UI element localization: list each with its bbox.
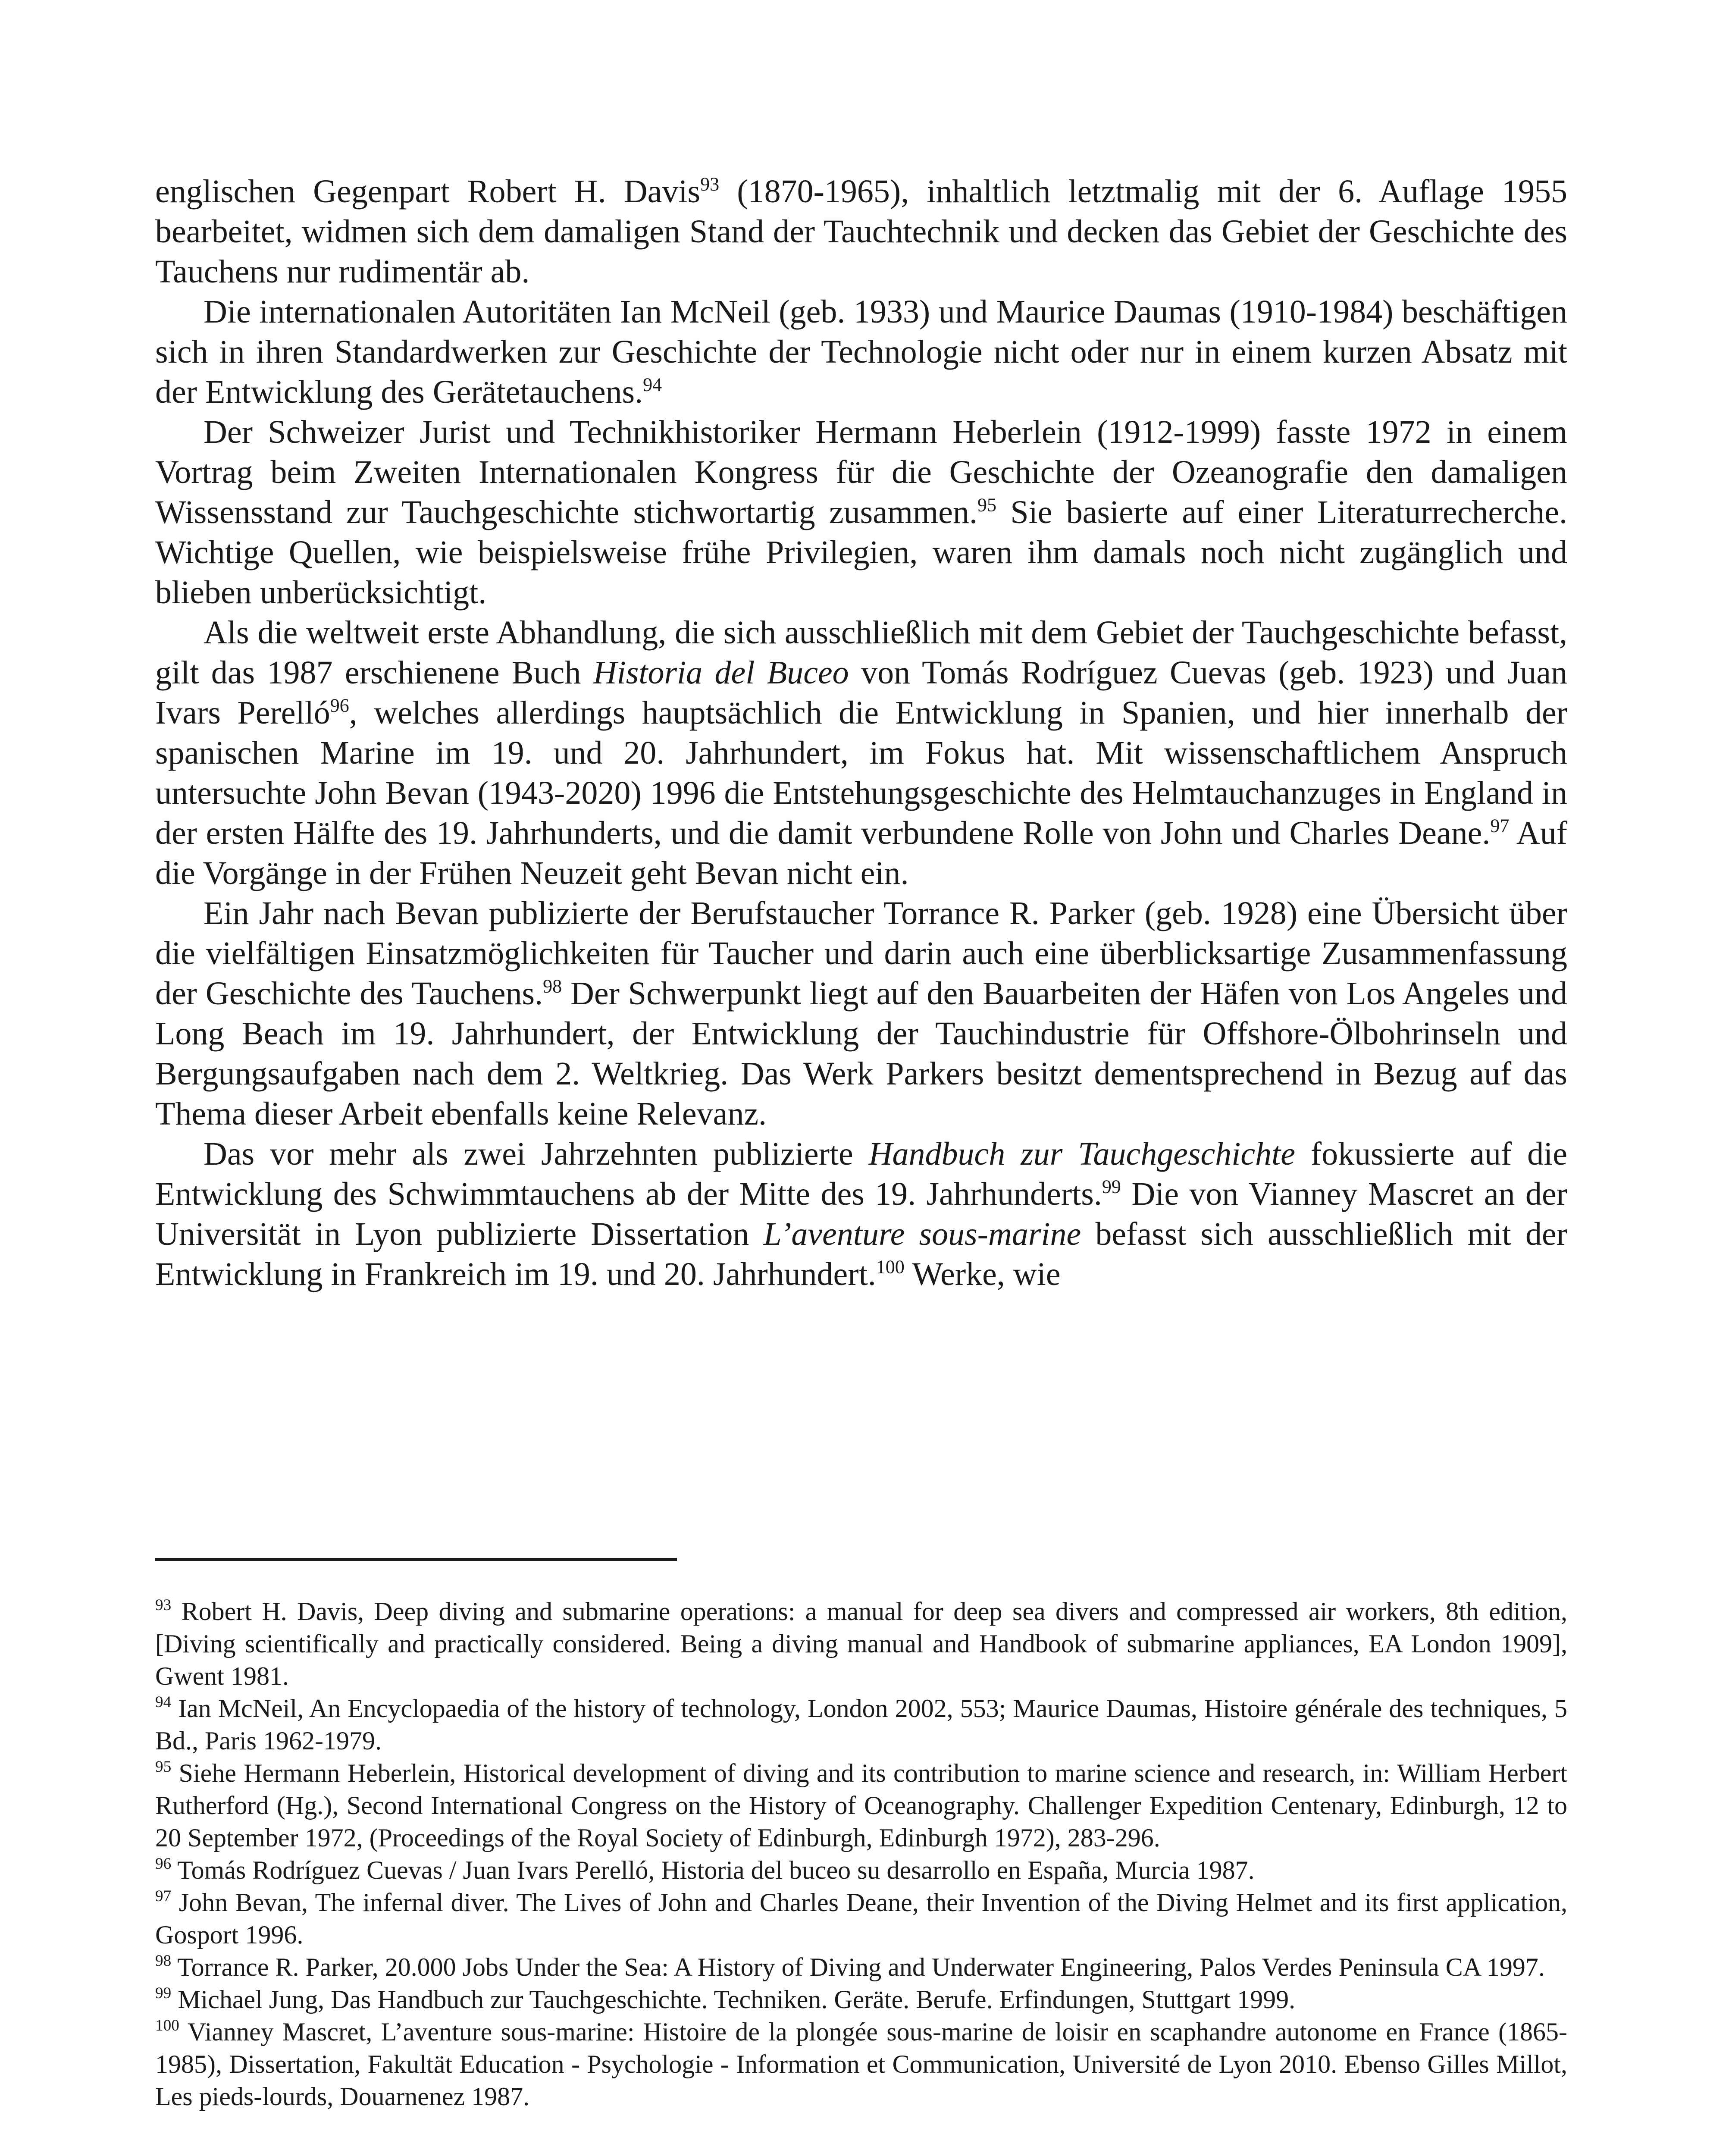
footnotes <box>155 1595 1567 2113</box>
footnote-separator <box>155 1558 677 1561</box>
footnote-number: 97 <box>155 1887 172 1905</box>
footnote-reference: 97 <box>1490 815 1510 837</box>
footnote-number: 100 <box>155 2016 179 2034</box>
footnote <box>155 1595 1567 1692</box>
text-run: englischen Gegenpart Robert H. Davis <box>155 173 701 210</box>
paragraph <box>155 1134 1567 1294</box>
text-run: Werke, wie <box>904 1256 1061 1292</box>
italic-title: Handbuch zur Tauchgeschichte <box>868 1136 1295 1172</box>
text-run: Als die weltweit erste Abhandlung, die sich ausschließlich mit dem Gebiet der Tauchgeschichte befasst, gilt das 1987 erschienene Buch <box>155 614 1567 691</box>
footnote-number: 93 <box>155 1596 172 1614</box>
text-run: Das vor mehr als zwei Jahrzehnten publizierte <box>204 1136 869 1172</box>
footnote-reference: 95 <box>977 494 997 516</box>
footnote <box>155 1887 1567 1951</box>
footnote-reference: 94 <box>643 374 662 395</box>
footnote-reference: 98 <box>543 975 562 997</box>
paragraph <box>155 893 1567 1134</box>
footnote-text: Ian McNeil, An Encyclopaedia of the history of technology, London 2002, 553; Maurice Daumas, Histoire générale des techniques, 5 Bd., Paris 1962-1979. <box>155 1694 1567 1755</box>
footnote-text: Tomás Rodríguez Cuevas / Juan Ivars Perelló, Historia del buceo su desarrollo en España, Murcia 1987. <box>171 1856 1255 1884</box>
text-run: von Tomás Rodríguez Cuevas (geb. 1923) und Juan Ivars Perelló <box>155 655 1568 731</box>
footnote-text: Robert H. Davis, Deep diving and submarine operations: a manual for deep sea divers and compressed air workers, 8th edition, [Diving scientifically and practically considered. Being a diving manual and Handbook of submarine appliances, EA London 1909], Gwent 1981. <box>155 1597 1567 1690</box>
footnote <box>155 1854 1567 1887</box>
text-run: fokussierte auf die Entwicklung des Schwimmtauchens ab der Mitte des 19. Jahrhunderts. <box>155 1136 1568 1212</box>
text-run: Ein Jahr nach Bevan publizierte der Berufstaucher Torrance R. Parker (geb. 1928) eine Übersicht über die vielfältigen Einsatzmöglichkeiten für Taucher und darin auch eine überblicksartige Zusammenfassung der Geschichte des Tauchens. <box>155 895 1567 1012</box>
paragraph <box>155 412 1567 613</box>
text-run: Auf die Vorgänge in der Frühen Neuzeit geht Bevan nicht ein. <box>155 815 1568 891</box>
text-run: Der Schweizer Jurist und Technikhistoriker Hermann Heberlein (1912-1999) fasste 1972 in einem Vortrag beim Zweiten Internationalen Kongress für die Geschichte der Ozeanografie den damaligen Wissensstand zur Tauchgeschichte stichwortartig zusammen. <box>155 414 1567 530</box>
text-run: Sie basierte auf einer Literaturrecherche. Wichtige Quellen, wie beispielsweise frühe Privilegien, waren ihm damals noch nicht zugänglich und blieben unberücksichtigt. <box>155 494 1567 611</box>
text-run: , welches allerdings hauptsächlich die Entwicklung in Spanien, und hier innerhalb der spanischen Marine im 19. und 20. Jahrhundert, im Fokus hat. Mit wissenschaftlichem Anspruch untersuchte John Bevan (1943-2020) 1996 die Entstehungsgeschichte des Helmtauchanzuges in England in der ersten Hälfte des 19. Jahrhunderts, und die damit verbundene Rolle von John und Charles Deane. <box>155 695 1567 851</box>
footnote-reference: 93 <box>700 173 720 195</box>
paragraph <box>155 292 1567 412</box>
footnote-reference: 100 <box>876 1256 905 1278</box>
footnote-text: Vianney Mascret, L’aventure sous-marine: Histoire de la plongée sous-marine de loisir en scaphandre autonome en France (1865-1985), Dissertation, Fakultät Education - Psychologie - Information et Communication, Université de Lyon 2010. Ebenso Gilles Millot, Les pieds-lourds, Douarnenez 1987. <box>155 2018 1567 2111</box>
text-run: Die von Vianney Mascret an der Universität in Lyon publizierte Dissertation <box>155 1176 1567 1252</box>
footnote <box>155 1757 1567 1854</box>
footnote-number: 95 <box>155 1758 172 1776</box>
italic-title: L’aventure sous-marine <box>763 1216 1081 1252</box>
text-run: Die internationalen Autoritäten Ian McNeil (geb. 1933) und Maurice Daumas (1910-1984) beschäftigen sich in ihren Standardwerken zur Geschichte der Technologie nicht oder nur in einem kurzen Absatz mit der Entwicklung des Gerätetauchens. <box>155 294 1567 410</box>
footnote-number: 94 <box>155 1693 172 1711</box>
footnote-text: Torrance R. Parker, 20.000 Jobs Under the Sea: A History of Diving and Underwater Engineering, Palos Verdes Peninsula CA 1997. <box>171 1953 1545 1981</box>
footnote-reference: 96 <box>330 695 349 716</box>
paragraph <box>155 172 1567 292</box>
footnote <box>155 1951 1567 1984</box>
italic-title: Historia del Buceo <box>593 655 849 691</box>
text-run: befasst sich ausschließlich mit der Entwicklung in Frankreich im 19. und 20. Jahrhundert. <box>155 1216 1568 1292</box>
footnote-number: 98 <box>155 1952 172 1970</box>
footnote <box>155 1692 1567 1757</box>
page-body <box>155 172 1567 1294</box>
footnote-text: Siehe Hermann Heberlein, Historical development of diving and its contribution to marine science and research, in: William Herbert Rutherford (Hg.), Second International Congress on the History of Oceanography. Challenger Expedition Centenary, Edinburgh, 12 to 20 September 1972, (Proceedings of the Royal Society of Edinburgh, Edinburgh 1972), 283-296. <box>155 1759 1567 1852</box>
text-run: (1870-1965), inhaltlich letztmalig mit der 6. Auflage 1955 bearbeitet, widmen sich dem damaligen Stand der Tauchtechnik und decken das Gebiet der Geschichte des Tauchens nur rudimentär ab. <box>155 173 1567 290</box>
text-run: Der Schwerpunkt liegt auf den Bauarbeiten der Häfen von Los Angeles und Long Beach im 19. Jahrhundert, der Entwicklung der Tauchindustrie für Offshore-Ölbohrinseln und Bergungsaufgaben nach dem 2. Weltkrieg. Das Werk Parkers besitzt dementsprechend in Bezug auf das Thema dieser Arbeit ebenfalls keine Relevanz. <box>155 975 1567 1132</box>
footnote-text: Michael Jung, Das Handbuch zur Tauchgeschichte. Techniken. Geräte. Berufe. Erfindungen, Stuttgart 1999. <box>171 1985 1296 2014</box>
footnote-reference: 99 <box>1102 1176 1121 1197</box>
footnote-number: 96 <box>155 1855 172 1873</box>
footnote-number: 99 <box>155 1984 172 2002</box>
footnote <box>155 2016 1567 2113</box>
paragraph <box>155 613 1567 893</box>
body-text <box>155 172 1567 1294</box>
footnote-text: John Bevan, The infernal diver. The Lives of John and Charles Deane, their Invention of the Diving Helmet and its first application, Gosport 1996. <box>155 1888 1567 1949</box>
footnote <box>155 1984 1567 2016</box>
